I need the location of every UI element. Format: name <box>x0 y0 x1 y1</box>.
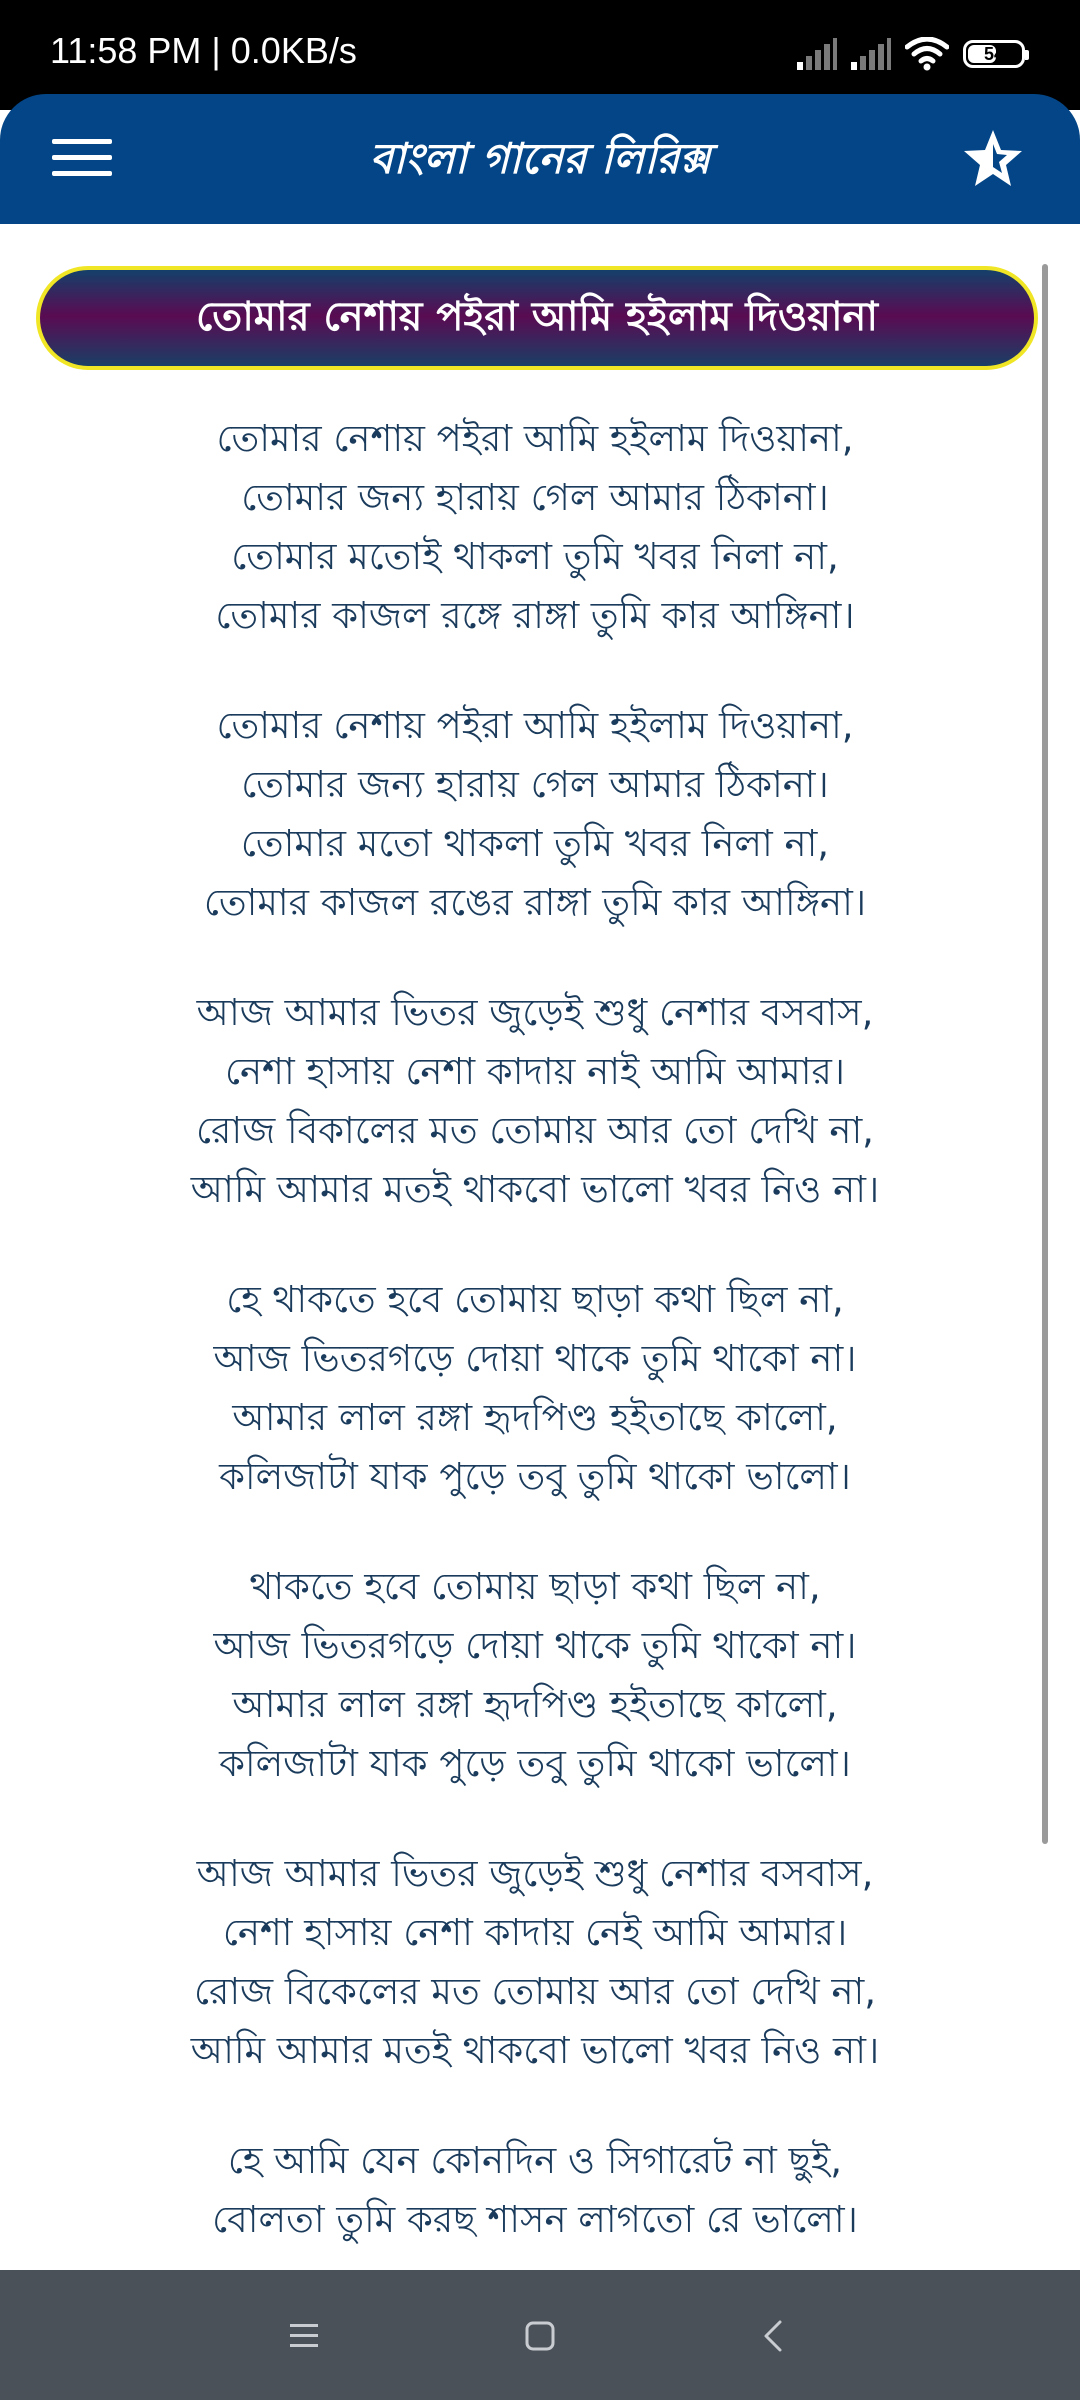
lyrics-stanza <box>0 1557 1070 1793</box>
lyrics-line: কলিজাটা যাক পুড়ে তবু তুমি থাকো ভালো। <box>219 1455 851 1498</box>
lyrics-line: হে থাকতে হবে তোমায় ছাড়া কথা ছিল না, <box>226 1278 844 1321</box>
app-bar <box>0 94 1080 224</box>
lyrics-line: তোমার কাজল রঙের রাঙ্গা তুমি কার আঙ্গিনা। <box>203 881 867 924</box>
lyrics-stanza <box>0 2131 1070 2249</box>
lyrics-content[interactable] <box>0 224 1080 2270</box>
app-title: বাংলা গানের লিরিক্স <box>369 134 711 183</box>
lyrics-line: আজ আমার ভিতর জুড়েই শুধু নেশার বসবাস, <box>196 991 874 1034</box>
lyrics-line: আজ ভিতরগড়ে দোয়া থাকে তুমি থাকো না। <box>213 1337 857 1380</box>
lyrics-line: তোমার কাজল রঙ্গে রাঙ্গা তুমি কার আঙ্গিনা। <box>215 594 855 637</box>
lyrics-line: তোমার জন্য হারায় গেল আমার ঠিকানা। <box>241 763 829 806</box>
navigation-bar <box>0 2270 1080 2400</box>
recent-apps-icon[interactable] <box>282 2314 326 2358</box>
lyrics-stanza <box>0 1844 1070 2080</box>
lyrics-line: কলিজাটা যাক পুড়ে তবু তুমি থাকো ভালো। <box>219 1742 851 1785</box>
lyrics-line: রোজ বিকেলের মত তোমায় আর তো দেখি না, <box>193 1970 877 2013</box>
lyrics-stanza <box>0 1270 1070 1506</box>
home-icon[interactable] <box>518 2314 562 2358</box>
lyrics-line: নেশা হাসায় নেশা কাদায় নাই আমি আমার। <box>224 1050 846 1093</box>
song-title: তোমার নেশায় পইরা আমি হইলাম দিওয়ানা <box>195 293 879 340</box>
lyrics-stanza <box>0 409 1070 645</box>
song-title-banner <box>36 266 1038 370</box>
lyrics-line: আমি আমার মতই থাকবো ভালো খবর নিও না। <box>190 1168 880 1211</box>
lyrics-line: আমার লাল রঙ্গা হৃদপিণ্ড হইতাছে কালো, <box>232 1683 838 1726</box>
signal-icon <box>851 38 891 70</box>
lyrics-line: তোমার মতো থাকলা তুমি খবর নিলা না, <box>240 822 830 865</box>
lyrics-line: তোমার নেশায় পইরা আমি হইলাম দিওয়ানা, <box>216 704 854 747</box>
lyrics-line: আমি আমার মতই থাকবো ভালো খবর নিও না। <box>190 2029 880 2072</box>
status-time: 11:58 PM | 0.0KB/s <box>50 30 357 71</box>
star-icon[interactable] <box>961 126 1025 190</box>
lyrics-line: আজ আমার ভিতর জুড়েই শুধু নেশার বসবাস, <box>196 1852 874 1895</box>
lyrics-line: তোমার মতোই থাকলা তুমি খবর নিলা না, <box>231 535 839 578</box>
battery-level: 54 <box>983 43 1005 64</box>
lyrics-stanza <box>0 983 1070 1219</box>
back-icon[interactable] <box>752 2314 796 2358</box>
lyrics-line: আজ ভিতরগড়ে দোয়া থাকে তুমি থাকো না। <box>213 1624 857 1667</box>
lyrics-line: রোজ বিকালের মত তোমায় আর তো দেখি না, <box>196 1109 874 1152</box>
lyrics-line: বোলতা তুমি করছ শাসন লাগতো রে ভালো। <box>212 2198 858 2241</box>
lyrics-line: আমার লাল রঙ্গা হৃদপিণ্ড হইতাছে কালো, <box>232 1396 838 1439</box>
lyrics-line: হে আমি যেন কোনদিন ও সিগারেট না ছুই, <box>227 2139 843 2182</box>
lyrics-stanza <box>0 696 1070 932</box>
battery-icon <box>963 40 1025 68</box>
status-icons <box>797 34 1025 74</box>
lyrics-line: তোমার জন্য হারায় গেল আমার ঠিকানা। <box>241 476 829 519</box>
wifi-icon <box>905 37 949 71</box>
lyrics-line: নেশা হাসায় নেশা কাদায় নেই আমি আমার। <box>222 1911 848 1954</box>
lyrics-body <box>0 409 1070 2270</box>
lyrics-line: থাকতে হবে তোমায় ছাড়া কথা ছিল না, <box>249 1565 821 1608</box>
signal-icon <box>797 38 837 70</box>
scrollbar[interactable] <box>1042 264 1048 1844</box>
lyrics-line: তোমার নেশায় পইরা আমি হইলাম দিওয়ানা, <box>216 417 854 460</box>
